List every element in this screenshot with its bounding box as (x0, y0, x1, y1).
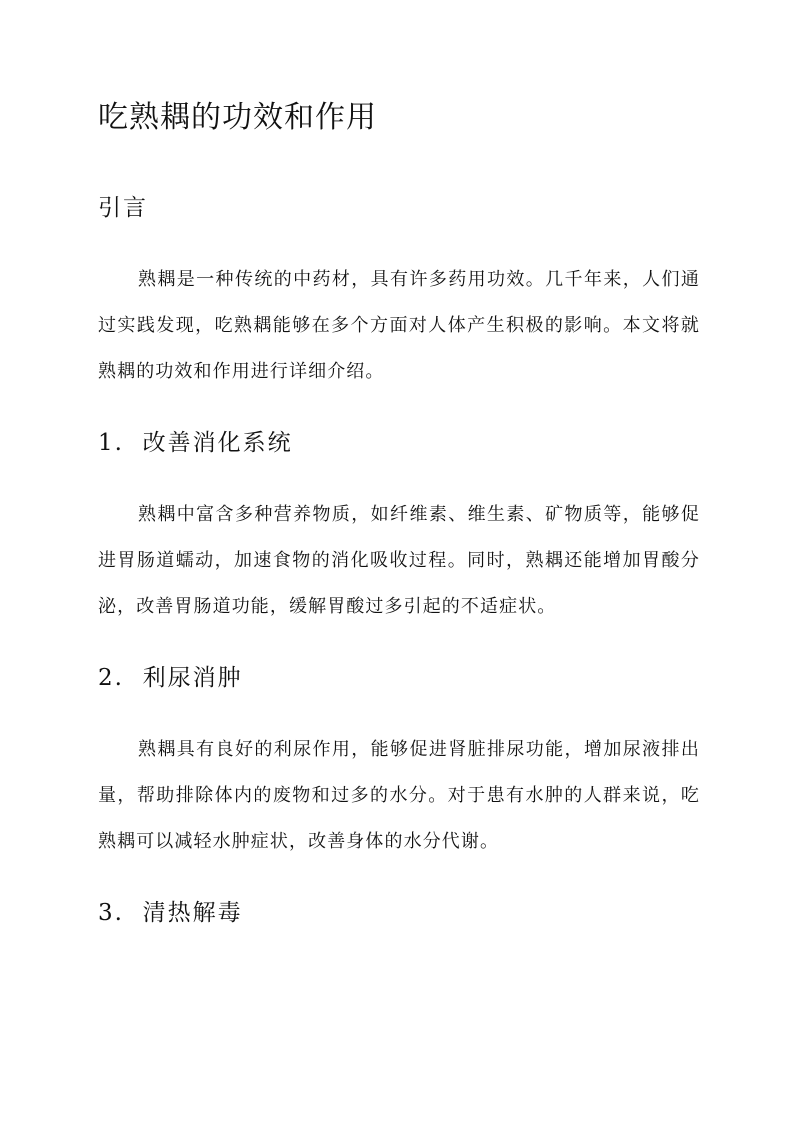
section-3-title: 清热解毒 (142, 900, 243, 926)
section-1-heading (98, 426, 700, 460)
section-1-title: 改善消化系统 (142, 430, 293, 456)
section-2-number: 2. (98, 665, 124, 691)
section-2-paragraph: 熟耦具有良好的利尿作用，能够促进肾脏排尿功能，增加尿液排出量，帮助排除体内的废物和过多的水分。对于患有水肿的人群来说，吃熟耦可以减轻水肿症状，改善身体的水分代谢。 (98, 739, 700, 852)
section-2-heading (98, 661, 700, 695)
intro-paragraph: 熟耦是一种传统的中药材，具有许多药用功效。几千年来，人们通过实践发现，吃熟耦能够在多个方面对人体产生积极的影响。本文将就熟耦的功效和作用进行详细介绍。 (98, 269, 700, 382)
section-2-title: 利尿消肿 (142, 665, 243, 691)
intro-heading: 引言 (98, 195, 148, 221)
document-title: 吃熟耦的功效和作用 (98, 100, 377, 135)
section-1-paragraph: 熟耦中富含多种营养物质，如纤维素、维生素、矿物质等，能够促进胃肠道蠕动，加速食物的消化吸收过程。同时，熟耦还能增加胃酸分泌，改善胃肠道功能，缓解胃酸过多引起的不适症状。 (98, 504, 700, 617)
section-3-number: 3. (98, 900, 124, 926)
section-3-heading (98, 896, 700, 930)
section-1-number: 1. (98, 430, 124, 456)
